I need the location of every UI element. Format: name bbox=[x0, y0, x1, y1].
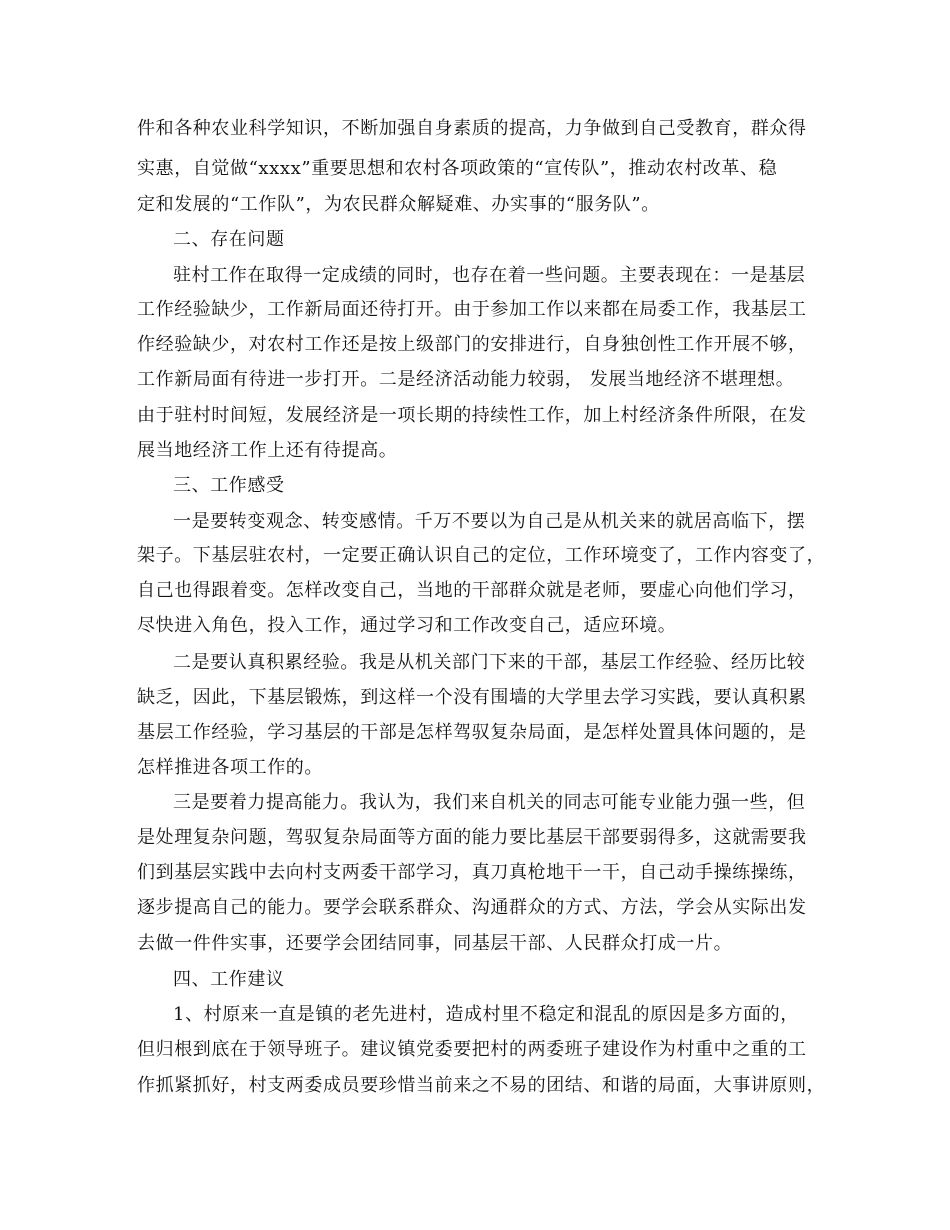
paragraph-line: 驻村工作在取得一定成绩的同时，也存在着一些问题。主要表现在：一是基层 bbox=[173, 265, 806, 286]
paragraph-line: 定和发展的“工作队”，为农民群众解疑难、办实事的“服务队”。 bbox=[137, 194, 660, 215]
paragraph-line: 作经验缺少，对农村工作还是按上级部门的安排进行，自身独创性工作开展不够， bbox=[137, 334, 807, 355]
paragraph-line: 是处理复杂问题，驾驭复杂局面等方面的能力要比基层干部要弱得多，这就需要我 bbox=[137, 827, 807, 848]
paragraph-line: 展当地经济工作上还有待提高。 bbox=[137, 440, 398, 461]
section-heading: 四、工作建议 bbox=[173, 969, 285, 990]
paragraph-line: 件和各种农业科学知识，不断加强自身素质的提高，力争做到自己受教育，群众得 bbox=[137, 118, 807, 139]
paragraph-line: 工作经验缺少，工作新局面还待打开。由于参加工作以来都在局委工作，我基层工 bbox=[137, 299, 807, 320]
paragraph-line: 缺乏，因此，下基层锻炼，到这样一个没有围墙的大学里去学习实践，要认真积累 bbox=[137, 687, 807, 708]
paragraph-line: 基层工作经验，学习基层的干部是怎样驾驭复杂局面，是怎样处置具体问题的，是 bbox=[137, 722, 807, 743]
paragraph-line: 尽快进入角色，投入工作，通过学习和工作改变自己，适应环境。 bbox=[137, 615, 677, 636]
paragraph-line: 作抓紧抓好，村支两委成员要珍惜当前来之不易的团结、和谐的局面，大事讲原则， bbox=[137, 1075, 826, 1096]
paragraph-line: 怎样推进各项工作的。 bbox=[137, 757, 323, 778]
paragraph-line: 架子。下基层驻农村，一定要正确认识自己的定位，工作环境变了，工作内容变了， bbox=[137, 545, 826, 566]
paragraph-line: 们到基层实践中去向村支两委干部学习，真刀真枪地干一干，自己动手操练操练， bbox=[137, 862, 807, 883]
paragraph-line: 自己也得跟着变。怎样改变自己，当地的干部群众就是老师，要虚心向他们学习， bbox=[137, 580, 807, 601]
section-heading: 三、工作感受 bbox=[173, 475, 285, 496]
paragraph-line: 一是要转变观念、转变感情。千万不要以为自己是从机关来的就居高临下，摆 bbox=[173, 511, 806, 532]
paragraph-line: 实惠，自觉做“xxxx”重要思想和农村各项政策的“宣传队”，推动农村改革、稳 bbox=[137, 158, 778, 179]
paragraph-line: 三是要着力提高能力。我认为，我们来自机关的同志可能专业能力强一些，但 bbox=[173, 792, 806, 813]
paragraph-line: 工作新局面有待进一步打开。二是经济活动能力较弱， 发展当地经济不堪理想。 bbox=[137, 369, 795, 390]
paragraph-line: 但归根到底在于领导班子。建议镇党委要把村的两委班子建设作为村重中之重的工 bbox=[137, 1039, 807, 1060]
paragraph-line: 去做一件件实事，还要学会团结同事，同基层干部、人民群众打成一片。 bbox=[137, 933, 733, 954]
section-heading: 二、存在问题 bbox=[173, 229, 285, 250]
paragraph-line: 逐步提高自己的能力。要学会联系群众、沟通群众的方式、方法，学会从实际出发 bbox=[137, 897, 807, 918]
paragraph-line: 1、村原来一直是镇的老先进村，造成村里不稳定和混乱的原因是多方面的， bbox=[173, 1004, 799, 1025]
paragraph-line: 由于驻村时间短，发展经济是一项长期的持续性工作，加上村经济条件所限，在发 bbox=[137, 405, 807, 426]
paragraph-line: 二是要认真积累经验。我是从机关部门下来的干部，基层工作经验、经历比较 bbox=[173, 652, 806, 673]
